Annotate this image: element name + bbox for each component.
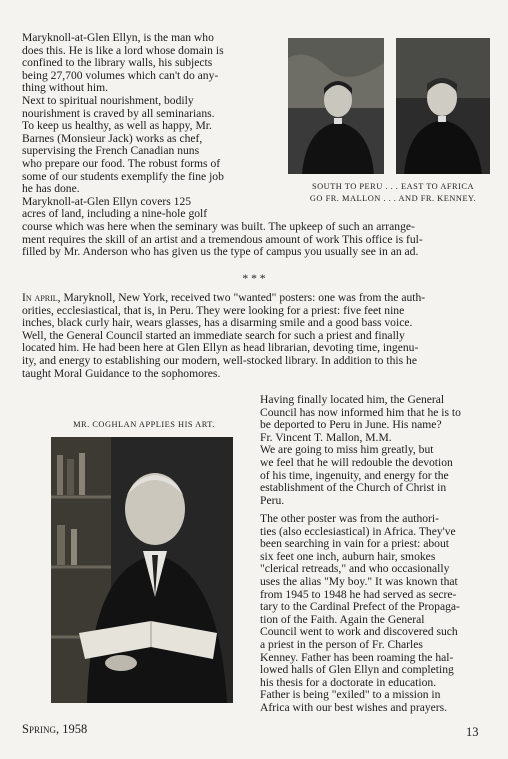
issue-date: Spring, 1958 (22, 722, 88, 736)
photo-fr-kenney (396, 38, 490, 174)
priest-portrait-icon (396, 38, 490, 174)
campus-paragraph: course which was here when the seminary was built. The upkeep of such an arrange- ment requires the skill of an artist and a tremendous amount of work This office is ful- filled by Mr. Anderson who has given us the type of campus you usually see in an ad. (22, 220, 423, 259)
lead-in: In april, (22, 291, 61, 304)
wanted-posters-paragraph (22, 292, 492, 380)
page-number: 13 (466, 725, 479, 739)
coghlan-photo-caption: MR. COGHLAN APPLIES HIS ART. (73, 420, 215, 429)
section-separator: * * * (242, 272, 266, 285)
photo-fr-mallon (288, 38, 384, 174)
top-photo-caption: SOUTH TO PERU . . . EAST TO AFRICA GO FR. MALLON . . . AND FR. KENNEY. (309, 182, 477, 203)
paragraph-body: Maryknoll, New York, received two "wanted" posters: one was from the auth- orities, ecclesiastical, that is, in Peru. They were looking for a priest: five feet nine inches, black curly hair, wears glasses, has a disarming smile and a good bass voice. Well, the General Council started an immediate search for such a priest and finally located him. He had been here at Glen Ellyn as head librarian, devoting time, ingenu- ity, and energy to establishing our modern, well-stocked library. In addition to this he taught Moral Guidance to the sophomores. (22, 291, 426, 380)
priest-portrait-icon (288, 38, 384, 174)
mallon-paragraphs: Having finally located him, the General Council has now informed him that he is to be deported to Peru in June. His name? Fr. Vincent T. Mallon, M.M. We are going to miss him greatly, but we feel that he will redouble the devotion of his time, ingenuity, and energy for the establishment of the Church of Christ in Peru. (260, 393, 461, 507)
man-reading-book-icon (51, 437, 233, 703)
top-left-paragraphs: Maryknoll-at-Glen Ellyn, is the man who does this. He is like a lord whose domain is confined to the library walls, his subjects being 27,700 volumes which can't do any- thing without him. Next to spiritual nourishment, bodily nourishment is craved by all seminarians. To keep us healthy, as well as happy, Mr. Barnes (Monsieur Jack) works as chef, supervising the French Canadian nuns who prepare our food. The robust forms of some of our students exemplify the fine job he has done. Maryknoll-at-Glen Ellyn covers 125 acres of land, including a nine-hole golf (22, 31, 224, 221)
kenney-paragraph: The other poster was from the authori- ties (also ecclesiastical) in Africa. They've been searching in vain for a priest: about six feet one inch, auburn hair, smokes "clerical retreads," and who occasionally uses the alias "My boy." It was known that from 1945 to 1948 he had served as secre- tary to the Cardinal Prefect of the Propaga- tion of the Faith. Again the General Council went to work and discovered such a priest in the person of Fr. Charles Kenney. Father has been roaming the hal- lowed halls of Glen Ellyn and completing his thesis for a doctorate in education. Father is being "exiled" to a mission in Africa with our best wishes and prayers. (260, 512, 460, 714)
photo-mr-coghlan (51, 437, 233, 703)
